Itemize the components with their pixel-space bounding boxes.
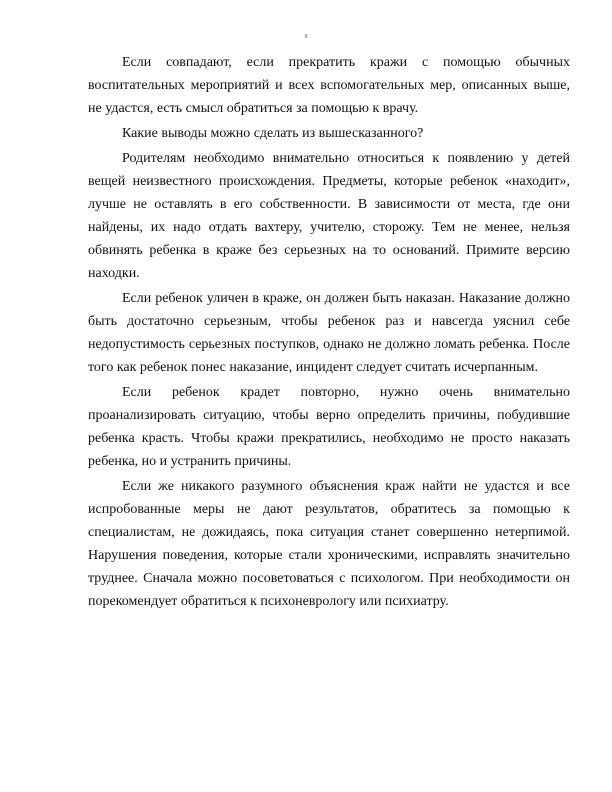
page-body bbox=[88, 51, 570, 615]
page-number: 8 bbox=[304, 34, 308, 40]
paragraph: Родителям необходимо внимательно относиться к появлению у детей вещей неизвестного происхождения. Предметы, которые ребенок «находит», лучше не оставлять в его собственности. В зависимости от места, где они найдены, их надо отдать вахтеру, учителю, сторожу. Тем не менее, нельзя обвинять ребенка в краже без серьезных на то оснований. Примите версию находки. bbox=[88, 151, 570, 281]
paragraph: Какие выводы можно сделать из вышесказанного? bbox=[122, 126, 424, 141]
paragraph: Если же никакого разумного объяснения краж найти не удастся и все испробованные меры не дают результатов, обратитесь за помощью к специалистам, не дожидаясь, пока ситуация станет совершенно нетерпимой. Нарушения поведения, которые стали хроническими, исправлять значительно труднее. Сначала можно посоветоваться с психологом. При необходимости он порекомендует обратиться к психоневрологу или психиатру. bbox=[88, 479, 570, 609]
paragraph: Если ребенок уличен в краже, он должен быть наказан. Наказание должно быть достаточно серьезным, чтобы ребенок раз и навсегда уяснил себе недопустимость серьезных поступков, однако не должно ломать ребенка. После того как ребенок понес наказание, инцидент следует считать исчерпанным. bbox=[88, 291, 570, 375]
paragraph: Если совпадают, если прекратить кражи с помощью обычных воспитательных мероприятий и всех вспомогательных мер, описанных выше, не удастся, есть смысл обратиться за помощью к врачу. bbox=[88, 55, 570, 116]
paragraph: Если ребенок крадет повторно, нужно очень внимательно проанализировать ситуацию, чтобы верно определить причины, побудившие ребенка красть. Чтобы кражи прекратились, необходимо не просто наказать ребенка, но и устранить причины. bbox=[88, 385, 570, 469]
